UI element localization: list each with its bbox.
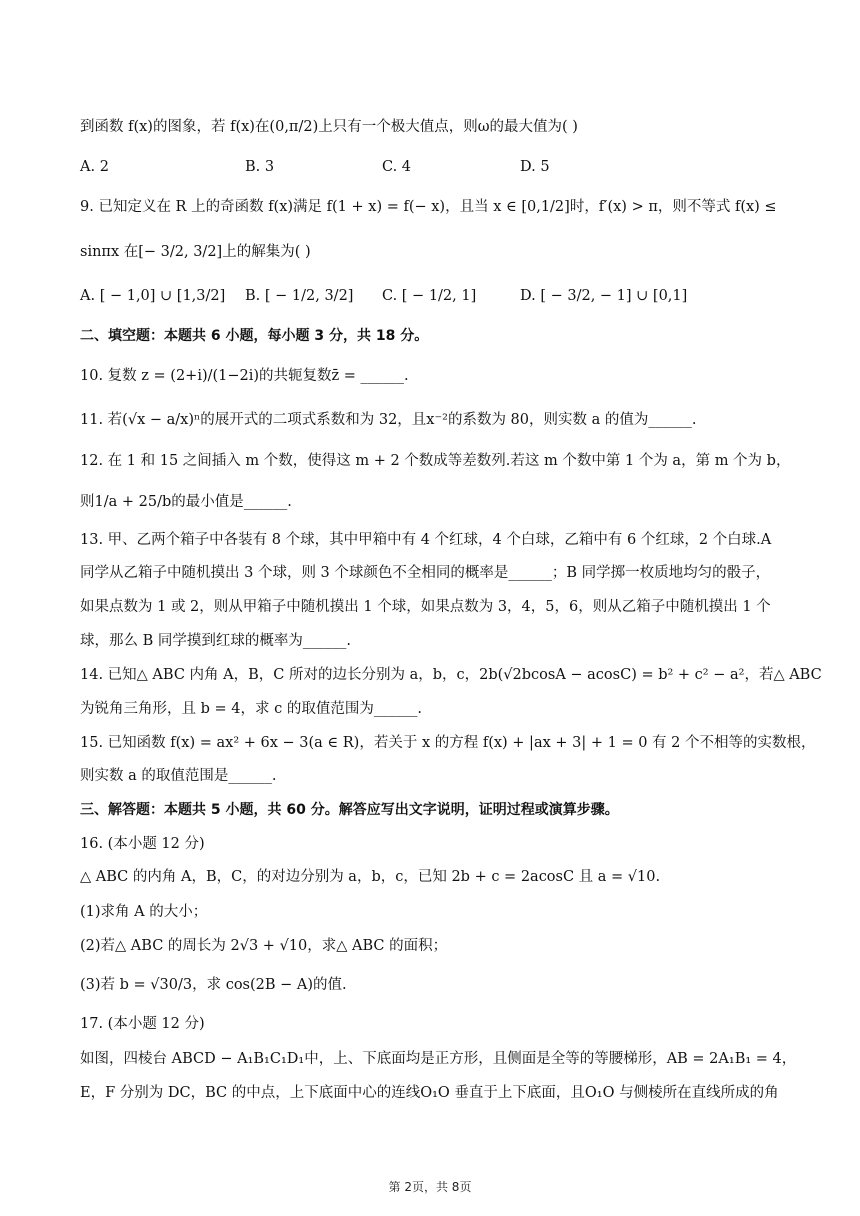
section-3-heading: 三、解答题：本题共 5 小题，共 60 分。解答应写出文字说明，证明过程或演算步骤。 <box>80 802 619 818</box>
q12-line-2: 则1/a + 25/b的最小值是______. <box>80 494 292 510</box>
q9-option-b: B. [ − 1/2, 3/2] <box>245 288 354 304</box>
q8-option-a: A. 2 <box>80 159 109 175</box>
q17-stem-line-1: 如图，四棱台 ABCD − A₁B₁C₁D₁中，上、下底面均是正方形，且侧面是全等的等腰梯形，AB = 2A₁B₁ = 4， <box>80 1051 797 1067</box>
q15-line-2: 则实数 a 的取值范围是______. <box>80 768 277 784</box>
q16-header: 16. (本小题 12 分) <box>80 836 205 852</box>
q9-option-c: C. [ − 1/2, 1] <box>382 288 477 304</box>
q16-part-2: (2)若△ ABC 的周长为 2√3 + √10，求△ ABC 的面积； <box>80 938 448 954</box>
q15-line-1: 15. 已知函数 f(x) = ax² + 6x − 3(a ∈ R)，若关于 x 的方程 f(x) + |ax + 3| + 1 = 0 有 2 个不相等的实数根， <box>80 735 816 751</box>
q17-header: 17. (本小题 12 分) <box>80 1016 205 1032</box>
q14-line-2: 为锐角三角形，且 b = 4，求 c 的取值范围为______. <box>80 701 422 717</box>
q8-option-d: D. 5 <box>520 159 550 175</box>
page-footer: 第 2页，共 8页 <box>388 1180 472 1194</box>
q10: 10. 复数 z = (2+i)/(1−2i)的共轭复数z̄ = ______. <box>80 368 409 384</box>
q9-stem: 9. 已知定义在 R 上的奇函数 f(x)满足 f(1 + x) = f(− x)，且当 x ∈ [0,1/2]时，f′(x) > π，则不等式 f(x) ≤ <box>80 199 777 215</box>
q17-stem-line-2: E，F 分别为 DC，BC 的中点，上下底面中心的连线O₁O 垂直于上下底面，且O₁O 与侧棱所在直线所成的角 <box>80 1085 779 1101</box>
q8-stem-tail: 到函数 f(x)的图象，若 f(x)在(0,π/2)上只有一个极大值点，则ω的最大值为( ) <box>80 119 578 135</box>
q13-line-1: 13. 甲、乙两个箱子中各装有 8 个球，其中甲箱中有 4 个红球，4 个白球，乙箱中有 6 个红球，2 个白球.A <box>80 532 772 548</box>
section-2-heading: 二、填空题：本题共 6 小题，每小题 3 分，共 18 分。 <box>80 328 429 344</box>
q16-part-3: (3)若 b = √30/3，求 cos(2B − A)的值. <box>80 977 347 993</box>
q16-part-1: (1)求角 A 的大小； <box>80 904 208 920</box>
q9-option-a: A. [ − 1,0] ∪ [1,3/2] <box>80 288 226 304</box>
q13-line-2: 同学从乙箱子中随机摸出 3 个球，则 3 个球颜色不全相同的概率是______；B 同学掷一枚质地均匀的骰子， <box>80 565 771 581</box>
q16-stem: △ ABC 的内角 A，B，C，的对边分别为 a，b，c，已知 2b + c = 2acosC 且 a = √10. <box>80 869 661 885</box>
q14-line-1: 14. 已知△ ABC 内角 A，B，C 所对的边长分别为 a，b，c，2b(√2bcosA − acosC) = b² + c² − a²，若△ ABC <box>80 667 822 683</box>
q9-option-d: D. [ − 3/2, − 1] ∪ [0,1] <box>520 288 688 304</box>
q8-option-c: C. 4 <box>382 159 412 175</box>
q9-stem-tail: sinπx 在[− 3/2, 3/2]上的解集为( ) <box>80 244 311 260</box>
q13-line-3: 如果点数为 1 或 2，则从甲箱子中随机摸出 1 个球，如果点数为 3，4，5，6，则从乙箱子中随机摸出 1 个 <box>80 599 771 615</box>
q11: 11. 若(√x − a/x)ⁿ的展开式的二项式系数和为 32，且x⁻²的系数为 80，则实数 a 的值为______. <box>80 412 697 428</box>
q12-line-1: 12. 在 1 和 15 之间插入 m 个数，使得这 m + 2 个数成等差数列.若这 m 个数中第 1 个为 a，第 m 个为 b， <box>80 453 791 469</box>
q8-option-b: B. 3 <box>245 159 275 175</box>
q13-line-4: 球，那么 B 同学摸到红球的概率为______. <box>80 633 351 649</box>
